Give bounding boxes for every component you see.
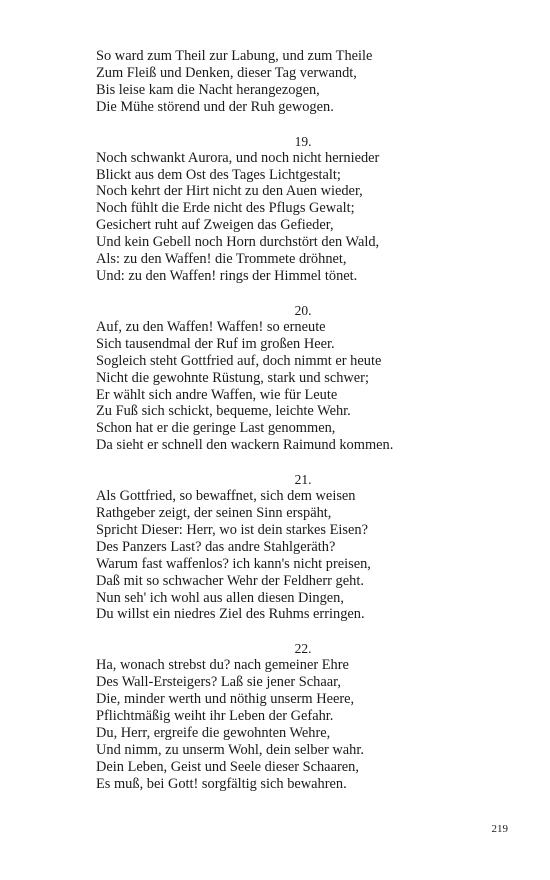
stanza (96, 133, 516, 285)
stanza-number: 20. (294, 302, 312, 318)
verse-line: Auf, zu den Waffen! Waffen! so erneute (96, 318, 326, 335)
stanza (96, 471, 516, 623)
verse-line: Zu Fuß sich schickt, bequeme, leichte Wehr. (96, 403, 351, 420)
verse-line: Des Panzers Last? das andre Stahlgeräth? (96, 538, 336, 555)
verse-line: Ha, wonach strebst du? nach gemeiner Ehre (96, 657, 349, 674)
verse-line: Er wählt sich andre Waffen, wie für Leute (96, 386, 338, 403)
verse-line: Noch fühlt die Erde nicht des Pflugs Gewalt; (96, 200, 355, 217)
verse-line: Du willst ein niedres Ziel des Ruhms erringen. (96, 606, 365, 623)
poem-page (96, 48, 516, 793)
verse-line: Blickt aus dem Ost des Tages Lichtgestalt; (96, 166, 341, 183)
verse-line: Daß mit so schwacher Wehr der Feldherr geht. (96, 572, 364, 589)
verse-line: Es muß, bei Gott! sorgfältig sich bewahren. (96, 775, 347, 792)
verse-line: Die, minder werth und nöthig unserm Heere, (96, 691, 355, 708)
verse-line: Des Wall-Ersteigers? Laß sie jener Schaar, (96, 674, 341, 691)
verse-line: Nicht die gewohnte Rüstung, stark und schwer; (96, 369, 369, 386)
verse-line: Und nimm, zu unserm Wohl, dein selber wahr. (96, 741, 364, 758)
stanza (96, 640, 516, 792)
verse-line: Sogleich steht Gottfried auf, doch nimmt er heute (96, 352, 382, 369)
verse-line: Warum fast waffenlos? ich kann's nicht preisen, (96, 555, 371, 572)
stanza-number: 19. (294, 133, 312, 149)
verse-line: Bis leise kam die Nacht herangezogen, (96, 81, 320, 98)
verse-line: Die Mühe störend und der Ruh gewogen. (96, 98, 334, 115)
verse-line: Zum Fleiß und Denken, dieser Tag verwandt, (96, 64, 357, 81)
stanza (96, 302, 516, 454)
verse-line: Du, Herr, ergreife die gewohnten Wehre, (96, 725, 331, 741)
verse-line: Als Gottfried, so bewaffnet, sich dem weisen (96, 488, 356, 505)
verse-line: Als: zu den Waffen! die Trommete dröhnet, (96, 251, 347, 268)
verse-line: Da sieht er schnell den wackern Raimund kommen. (96, 437, 394, 454)
stanza-number: 22. (294, 641, 312, 657)
verse-line: Sich tausendmal der Ruf im großen Heer. (96, 335, 335, 352)
verse-line: Rathgeber zeigt, der seinen Sinn erspäht, (96, 505, 332, 522)
verse-line: Schon hat er die geringe Last genommen, (96, 420, 336, 437)
stanza (96, 48, 516, 116)
verse-line: Dein Leben, Geist und Seele dieser Schaaren, (96, 758, 359, 775)
verse-line: Spricht Dieser: Herr, wo ist dein starkes Eisen? (96, 521, 368, 538)
verse-line: Pflichtmäßig weiht ihr Leben der Gefahr. (96, 708, 334, 725)
stanza-number: 21. (294, 472, 312, 488)
verse-line: Noch kehrt der Hirt nicht zu den Auen wieder, (96, 183, 363, 200)
verse-line: So ward zum Theil zur Labung, und zum Theile (96, 48, 373, 64)
verse-line: Noch schwankt Aurora, und noch nicht hernieder (96, 149, 380, 166)
verse-line: Und kein Gebell noch Horn durchstört den Wald, (96, 234, 380, 251)
verse-line: Nun seh' ich wohl aus allen diesen Dingen, (96, 589, 344, 606)
page-number: 219 (491, 823, 508, 835)
verse-line: Und: zu den Waffen! rings der Himmel tönet. (96, 267, 358, 284)
verse-line: Gesichert ruht auf Zweigen das Gefieder, (96, 217, 334, 234)
